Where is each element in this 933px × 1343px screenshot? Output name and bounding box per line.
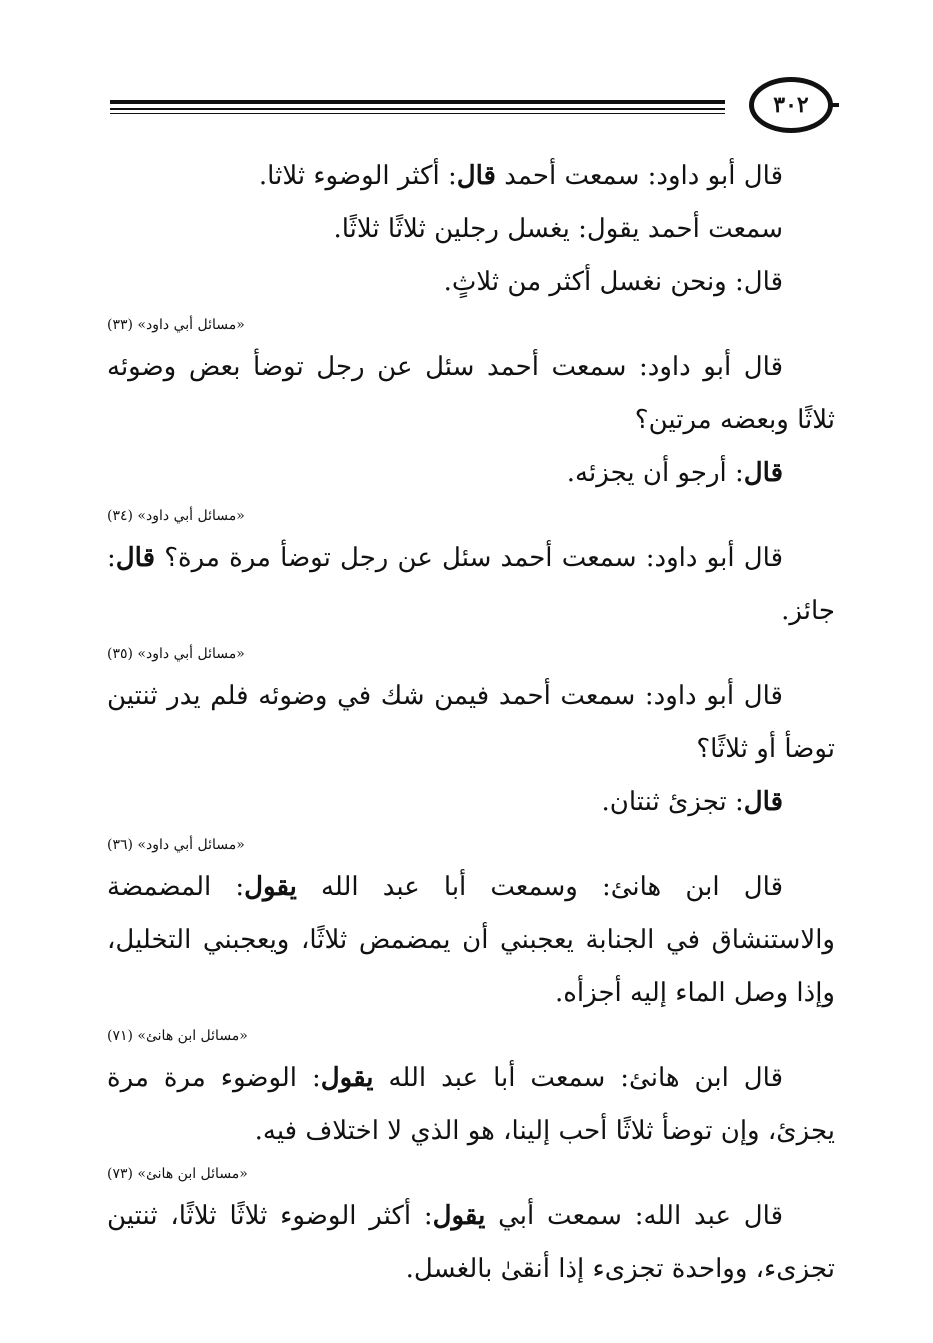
source-reference-text: «مسائل أبي داود» (٣٣) (107, 317, 245, 333)
text-paragraph (107, 150, 835, 203)
bold-keyword: يقول (244, 872, 297, 902)
paragraph-text: قال أبو داود: سمعت أحمد فيمن شك في وضوئه فلم يدر ثنتين توضأ أو ثلاثًا؟ (107, 681, 835, 764)
text-paragraph (107, 1190, 835, 1296)
source-reference (107, 506, 835, 526)
source-reference-text: «مسائل أبي داود» (٣٦) (107, 837, 245, 853)
bold-keyword: قال (456, 161, 496, 191)
text-paragraph (107, 776, 835, 829)
text-paragraph (107, 203, 835, 256)
text-paragraph (107, 447, 835, 500)
header-rule-thin (110, 113, 725, 114)
paragraph-text: قال أبو داود: سمعت أحمد سئل عن رجل توضأ مرة مرة؟ (155, 543, 783, 573)
paragraph-text: قال ابن هانئ: سمعت أبا عبد الله (373, 1063, 784, 1093)
paragraph-text: : تجزئ ثنتان. (601, 787, 744, 817)
paragraph-text: سمعت أحمد يقول: يغسل رجلين ثلاثًا ثلاثًا. (333, 214, 783, 244)
text-paragraph (107, 532, 835, 638)
source-reference-text: «مسائل ابن هانئ» (٧١) (107, 1028, 248, 1044)
bold-keyword: قال (743, 458, 783, 488)
source-reference-text: «مسائل أبي داود» (٣٤) (107, 508, 245, 524)
header-rule-tail (829, 103, 839, 107)
text-paragraph (107, 341, 835, 447)
paragraph-text: : الوضوء مرة مرة يجزئ، وإن توضأ ثلاثًا أحب إلينا، هو الذي لا اختلاف فيه. (107, 1063, 835, 1146)
paragraph-text: : المضمضة والاستنشاق في الجنابة يعجبني أن يمضمض ثلاثًا، ويعجبني التخليل، وإذا وصل الماء إليه أجزأه. (107, 872, 835, 1008)
source-reference (107, 644, 835, 664)
header-rule-medium (110, 108, 725, 110)
bold-keyword: يقول (320, 1063, 374, 1093)
paragraph-text: : أرجو أن يجزئه. (566, 458, 744, 488)
source-reference-text: «مسائل أبي داود» (٣٥) (107, 646, 245, 662)
paragraph-text: : جائز. (107, 543, 835, 626)
paragraph-text: قال أبو داود: سمعت أحمد سئل عن رجل توضأ بعض وضوئه ثلاثًا وبعضه مرتين؟ (107, 352, 835, 435)
paragraph-text: قال عبد الله: سمعت أبي (485, 1201, 784, 1231)
page-header (110, 75, 835, 135)
text-paragraph (107, 861, 835, 1020)
paragraph-text: : أكثر الوضوء ثلاثا. (258, 161, 457, 191)
page-number: ٣٠٢ (773, 92, 809, 118)
paragraph-text: قال ابن هانئ: وسمعت أبا عبد الله (296, 872, 784, 902)
source-reference (107, 1026, 835, 1046)
page-body (107, 150, 835, 1296)
bold-keyword: قال (115, 543, 156, 573)
text-paragraph (107, 256, 835, 309)
text-paragraph (107, 670, 835, 776)
source-reference-text: «مسائل ابن هانئ» (٧٣) (107, 1166, 248, 1182)
bold-keyword: يقول (432, 1201, 486, 1231)
source-reference (107, 835, 835, 855)
source-reference (107, 315, 835, 335)
header-rule-thick (110, 100, 725, 104)
paragraph-text: قال أبو داود: سمعت أحمد (495, 161, 783, 191)
bold-keyword: قال (743, 787, 783, 817)
page-number-badge (749, 77, 833, 133)
paragraph-text: : أكثر الوضوء ثلاثًا ثلاثًا، ثنتين تجزىء، وواحدة تجزىء إذا أنقىٰ بالغسل. (107, 1201, 835, 1284)
text-paragraph (107, 1052, 835, 1158)
source-reference (107, 1164, 835, 1184)
paragraph-text: قال: ونحن نغسل أكثر من ثلاثٍ. (443, 267, 783, 297)
